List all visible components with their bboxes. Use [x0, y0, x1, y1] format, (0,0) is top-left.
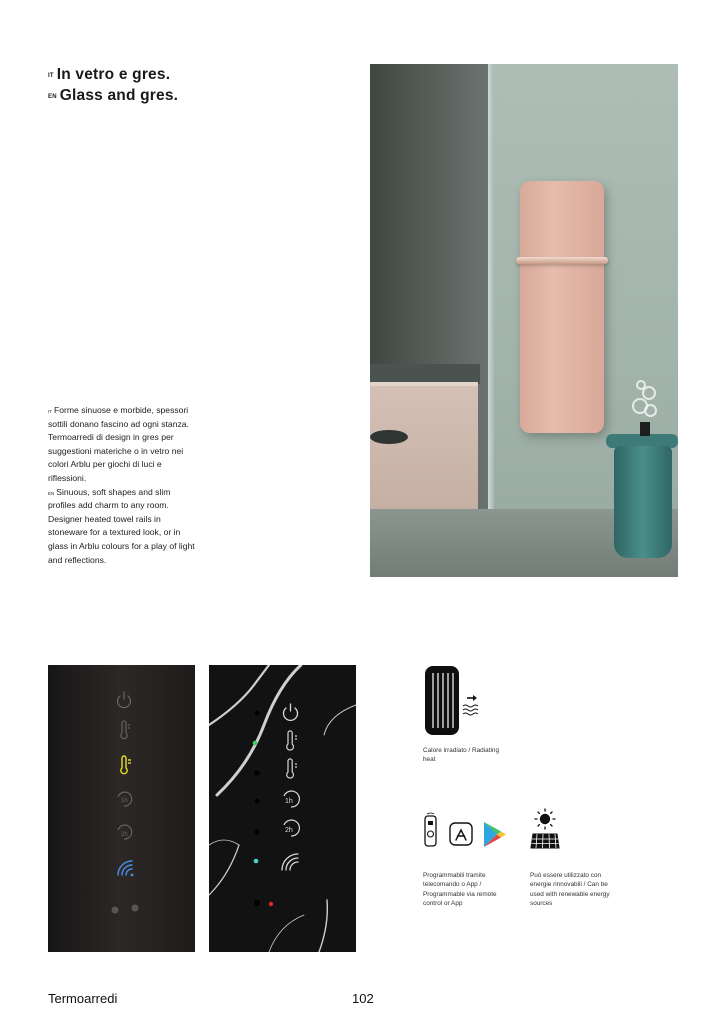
timer-2h-label: 2h — [121, 832, 128, 838]
timer-1h-label: 1h — [285, 798, 293, 805]
footer-brand: Termoarredi — [48, 991, 118, 1006]
led-dark-3 — [255, 799, 260, 804]
timer-2h-icon — [118, 825, 132, 839]
indicator-dot-right — [132, 905, 139, 912]
timer-2h-icon — [284, 820, 299, 836]
led-dark-5 — [254, 900, 260, 906]
thermometer-active-icon — [121, 756, 131, 774]
lang-tag-it: IT — [48, 73, 54, 79]
description — [48, 404, 200, 567]
timer-2h-label: 2h — [285, 827, 293, 834]
wifi-icon — [282, 854, 298, 870]
led-red — [269, 902, 273, 906]
desc-lang-tag-en: EN — [48, 490, 55, 496]
towel-radiator-panel — [520, 181, 604, 433]
glass-stool — [614, 446, 672, 558]
background-shadow — [370, 364, 480, 384]
bathtub — [370, 382, 478, 517]
remote-app-icon — [423, 812, 509, 852]
radiant-heat-icon — [423, 665, 485, 737]
title-en-text: Glass and gres. — [59, 87, 179, 104]
led-dark-1 — [255, 711, 260, 716]
sun-icon — [535, 809, 555, 829]
control-panel-marble — [209, 665, 356, 952]
led-dark-2 — [255, 771, 260, 776]
page-number: 102 — [352, 991, 374, 1006]
description-en-text: Sinuous, soft shapes and slim profiles add charm to any room. Designer heated towel rails in stoneware for a textured look, or in glass in Arblu colours for a play of light and reflections. — [48, 486, 195, 565]
led-green — [253, 741, 258, 746]
timer-1h-icon — [118, 792, 132, 806]
towel-bar — [516, 257, 608, 264]
page-title — [48, 64, 348, 106]
timer-1h-label: 1h — [121, 798, 128, 804]
hero-photo — [370, 64, 678, 577]
panel-grid-icon — [531, 834, 559, 848]
side-table — [370, 430, 408, 444]
desc-lang-tag-it: IT — [48, 409, 52, 414]
solar-panel-icon — [530, 808, 560, 852]
timer-1h-icon — [284, 791, 299, 807]
glass-vase — [630, 380, 660, 432]
description-it — [48, 404, 200, 486]
caption-renewable: Può essere utilizzato con energie rinnovabili / Can be used with renewable energy sources — [530, 872, 610, 907]
description-en — [48, 486, 200, 568]
indicator-dot-left — [112, 907, 119, 914]
led-dark-4 — [255, 830, 260, 835]
title-en — [48, 85, 348, 106]
control-panel-dark — [48, 665, 195, 952]
app-store-icon — [450, 823, 472, 845]
title-it — [48, 64, 348, 85]
lang-tag-en: EN — [48, 94, 57, 100]
thermometer-icon-2 — [287, 759, 297, 778]
title-it-text: In vetro e gres. — [56, 66, 171, 83]
wall-edge — [488, 64, 494, 577]
thermometer-icon — [121, 721, 130, 739]
google-play-icon — [484, 822, 506, 847]
remote-control-icon — [425, 813, 436, 846]
caption-radiant-heat: Calore irradiato / Radiating heat — [423, 747, 500, 764]
marble-veins — [209, 665, 356, 952]
wifi-icon — [118, 861, 133, 876]
power-icon — [118, 692, 131, 708]
power-icon — [284, 704, 298, 720]
description-it-text: Forme sinuose e morbide, spessori sottili donano fascino ad ogni stanza. Termoarredi di design in gres per suggestioni materiche o in vetro nei colori Arblu per giochi di luci e riflessioni. — [48, 405, 189, 483]
caption-remote-app: Programmabili tramite telecomando o App / Programmable via remote control or App — [423, 872, 497, 907]
led-cyan — [254, 859, 259, 864]
thermometer-icon — [287, 731, 297, 750]
